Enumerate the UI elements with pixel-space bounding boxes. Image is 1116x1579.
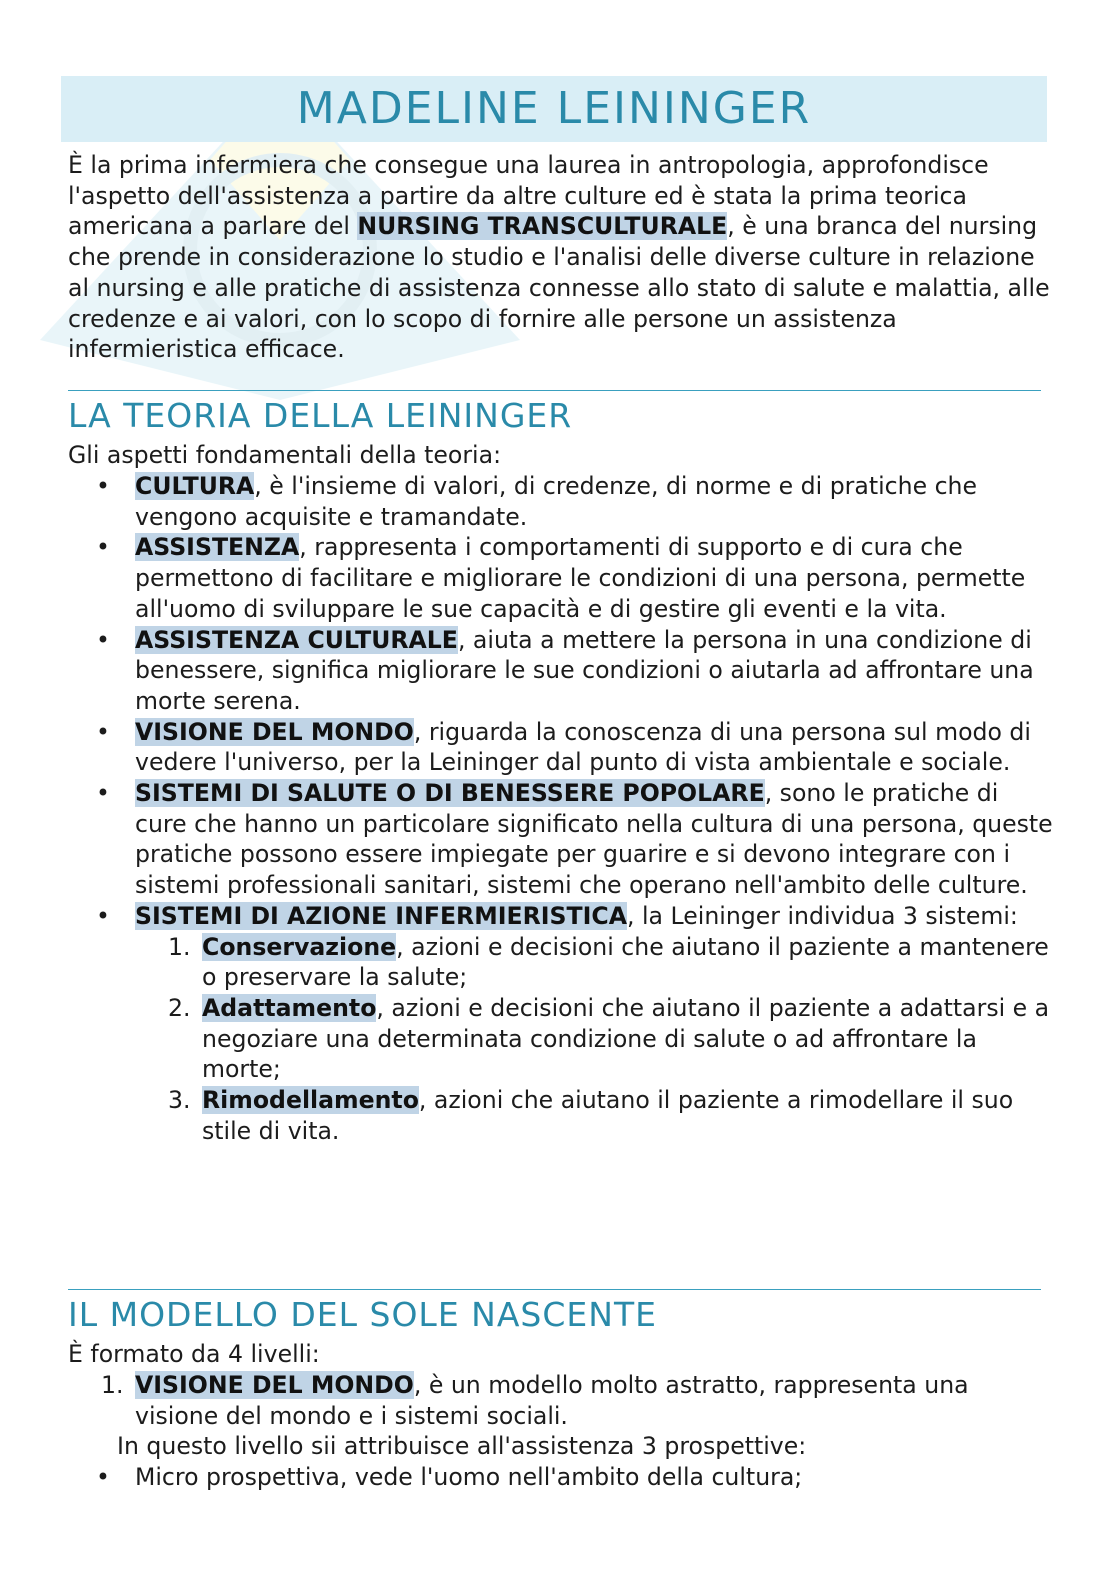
item-text: , la Leininger individua 3 sistemi:: [627, 901, 1018, 930]
term-highlight: Rimodellamento: [202, 1086, 419, 1115]
intro-highlight-term: NURSING TRANSCULTURALE: [357, 212, 728, 241]
section-heading-teoria: LA TEORIA DELLA LEININGER: [68, 396, 573, 435]
list-item-cultura: [68, 471, 1053, 532]
item-text: , è l'insieme di valori, di credenze, di norme e di pratiche che vengono acquisite e tramandate.: [135, 472, 978, 531]
term-highlight: VISIONE DEL MONDO: [135, 717, 414, 746]
item-text: , azioni e decisioni che aiutano il paziente a adattarsi e a negoziare una determinata condizione di salute o ad affrontare la morte;: [202, 993, 1050, 1084]
bullet-icon: •: [96, 533, 110, 562]
intro-paragraph: [68, 150, 1058, 365]
list-number: 2.: [168, 993, 191, 1022]
bullet-icon: •: [96, 901, 110, 930]
list-item-assistenza-culturale: [68, 625, 1053, 717]
bullet-icon: •: [96, 625, 110, 654]
model-list: [68, 1370, 1053, 1493]
term-highlight: Conservazione: [202, 932, 397, 961]
term-highlight: CULTURA: [135, 472, 255, 500]
bullet-icon: •: [96, 472, 110, 500]
list-item-sistemi-di-azione: [68, 901, 1053, 932]
item-text: Micro prospettiva, vede l'uomo nell'ambito della cultura;: [135, 1463, 803, 1492]
section-divider: [68, 1289, 1041, 1290]
sublist-item-adattamento: [68, 993, 1053, 1085]
list-item-micro-prospettiva: [68, 1462, 1053, 1493]
bullet-icon: •: [96, 1463, 110, 1492]
bullet-icon: •: [96, 717, 110, 746]
title-banner: [61, 76, 1047, 142]
intro-text-before: È la prima infermiera che consegue una laurea in antropologia, approfondisce l'aspetto dell'assistenza a partire da altre culture ed è stata la prima teorica americana a parlare del: [68, 151, 989, 241]
section-lead-teoria: Gli aspetti fondamentali della teoria:: [68, 441, 502, 469]
term-highlight: Adattamento: [202, 993, 377, 1022]
list-number: 1.: [101, 1371, 124, 1399]
term-highlight: VISIONE DEL MONDO: [135, 1371, 414, 1399]
theory-list: [68, 471, 1053, 1146]
item-text: , azioni e decisioni che aiutano il paziente a mantenere o preservare la salute;: [202, 932, 1049, 992]
list-item-visione-del-mondo-livello: [68, 1370, 1053, 1431]
list-number: 3.: [168, 1086, 191, 1115]
section-divider: [68, 390, 1041, 391]
sublist-item-conservazione: [68, 932, 1053, 993]
item-text: , è un modello molto astratto, rappresenta una visione del mondo e i sistemi sociali.: [135, 1371, 969, 1430]
item-text: , riguarda la conoscenza di una persona sul modo di vedere l'universo, per la Leininger dal punto di vista ambientale e sociale.: [135, 717, 1031, 777]
list-number: 1.: [168, 932, 191, 961]
item-text: , sono le pratiche di cure che hanno un particolare significato nella cultura di una persona, queste pratiche possono essere impiegate per guarire e si devono integrare con i sistemi professionali sanitari, sistemi che operano nell'ambito delle culture.: [135, 779, 1053, 900]
bullet-icon: •: [96, 779, 110, 808]
intro-text-after: , è una branca del nursing che prende in considerazione lo studio e l'analisi delle diverse culture in relazione al nursing e alle pratiche di assistenza connesse allo stato di salute e malattia, alle credenze e ai valori, con lo scopo di fornire alle persone un assistenza infermieristica efficace.: [68, 212, 1050, 364]
item-text: , azioni che aiutano il paziente a rimodellare il suo stile di vita.: [202, 1086, 1014, 1145]
list-item-sistemi-di-salute: [68, 778, 1053, 901]
list-item-assistenza: [68, 532, 1053, 624]
document-title: MADELINE LEININGER: [296, 83, 812, 134]
term-highlight: SISTEMI DI AZIONE INFERMIERISTICA: [135, 901, 627, 930]
level-note: In questo livello sii attribuisce all'assistenza 3 prospettive:: [117, 1432, 807, 1461]
item-text: , aiuta a mettere la persona in una condizione di benessere, significa migliorare le sue condizioni o aiutarla ad affrontare una morte serena.: [135, 625, 1034, 715]
term-highlight: SISTEMI DI SALUTE O DI BENESSERE POPOLARE: [135, 779, 765, 808]
list-item-visione-del-mondo: [68, 717, 1053, 778]
term-highlight: ASSISTENZA CULTURALE: [135, 625, 458, 654]
section-heading-sole-nascente: IL MODELLO DEL SOLE NASCENTE: [68, 1295, 657, 1334]
sublist-item-rimodellamento: [68, 1085, 1053, 1146]
term-highlight: ASSISTENZA: [135, 533, 300, 562]
section-lead-sole-nascente: È formato da 4 livelli:: [68, 1340, 320, 1368]
item-text: , rappresenta i comportamenti di supporto e di cura che permettono di facilitare e migliorare le condizioni di una persona, permette all'uomo di sviluppare le sue capacità e di gestire gli eventi e la vita.: [135, 533, 1026, 623]
